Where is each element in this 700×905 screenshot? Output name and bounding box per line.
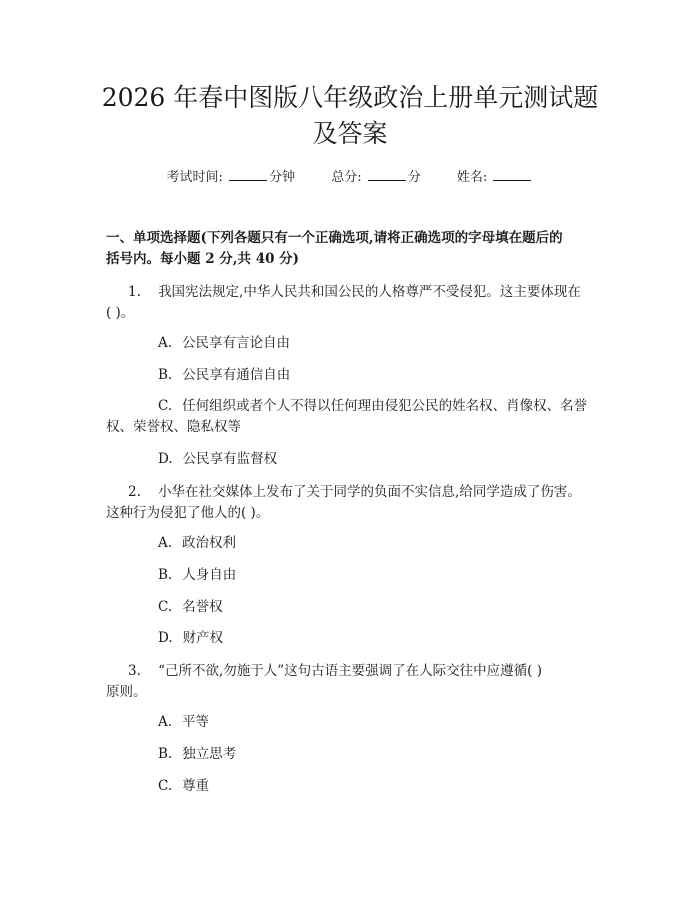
- option-3c: [158, 776, 598, 797]
- option-letter: A.: [158, 335, 173, 351]
- score-unit: 分: [407, 170, 421, 185]
- option-letter: C.: [158, 778, 173, 794]
- question-2: [106, 482, 596, 524]
- question-1: [106, 282, 596, 324]
- option-3a: [158, 712, 598, 733]
- option-letter: A.: [158, 714, 173, 730]
- exam-meta: [0, 168, 700, 188]
- question-number: 1.: [128, 284, 141, 300]
- option-2c: [158, 597, 598, 618]
- score-label: 总分:: [331, 170, 362, 185]
- option-text: 公民享有监督权: [182, 451, 278, 467]
- time-blank: [229, 168, 267, 181]
- option-text: 人身自由: [182, 567, 237, 583]
- option-text: 独立思考: [182, 746, 237, 762]
- option-letter: D.: [158, 630, 173, 646]
- option-letter: A.: [158, 535, 173, 551]
- question-text: 小华在社交媒体上发布了关于同学的负面不实信息,给同学造成了伤害。: [158, 484, 581, 500]
- question-3: [106, 661, 596, 703]
- question-text: “己所不欲,勿施于人”这句古语主要强调了在人际交往中应遵循( ): [158, 663, 542, 679]
- option-1b: [158, 365, 598, 386]
- option-text: 平等: [182, 714, 210, 730]
- option-text: 名誉权: [182, 599, 223, 615]
- option-text: 公民享有通信自由: [182, 367, 291, 383]
- section-heading-line-1: 一、单项选择题(下列各题只有一个正确选项,请将正确选项的字母填在题后的: [106, 230, 563, 246]
- option-text: 财产权: [182, 630, 224, 646]
- question-text: 我国宪法规定,中华人民共和国公民的人格尊严不受侵犯。这主要体现在: [158, 284, 581, 300]
- option-letter: D.: [158, 451, 173, 467]
- option-letter: B.: [158, 567, 173, 583]
- name-label: 姓名:: [456, 170, 488, 185]
- option-3b: [158, 744, 598, 765]
- option-2b: [158, 565, 598, 586]
- time-field: [167, 170, 300, 185]
- option-1c: [106, 396, 596, 438]
- option-text: 政治权利: [182, 535, 237, 551]
- option-letter: B.: [158, 746, 173, 762]
- question-text-cont: 这种行为侵犯了他人的( )。: [106, 505, 270, 521]
- question-text-cont: 原则。: [106, 684, 147, 700]
- question-number: 2.: [128, 484, 141, 500]
- document-title: [60, 80, 640, 152]
- option-text: 任何组织或者个人不得以任何理由侵犯公民的姓名权、肖像权、名誉: [182, 398, 588, 414]
- section-heading-line-2: 括号内。每小题 2 分,共 40 分): [106, 251, 300, 267]
- title-line-2: 及答案: [312, 119, 388, 148]
- score-field: [331, 170, 425, 185]
- time-label: 考试时间:: [166, 170, 223, 185]
- question-number: 3.: [128, 663, 141, 679]
- option-text: 公民享有言论自由: [182, 335, 291, 351]
- option-1a: [158, 333, 598, 354]
- option-letter: C.: [158, 398, 173, 414]
- option-text: 尊重: [182, 778, 210, 794]
- name-field: [457, 170, 534, 185]
- option-1d: [158, 449, 598, 470]
- question-text-cont: ( )。: [106, 305, 135, 321]
- section-heading: [106, 228, 596, 270]
- option-letter: C.: [158, 599, 173, 615]
- option-2d: [158, 628, 598, 649]
- name-blank: [493, 168, 531, 181]
- title-line-1: 2026 年春中图版八年级政治上册单元测试题: [101, 83, 599, 112]
- option-2a: [158, 533, 598, 554]
- option-letter: B.: [158, 367, 173, 383]
- time-unit: 分钟: [269, 170, 296, 185]
- score-blank: [368, 168, 406, 181]
- option-text-cont: 权、荣誉权、隐私权等: [106, 419, 241, 435]
